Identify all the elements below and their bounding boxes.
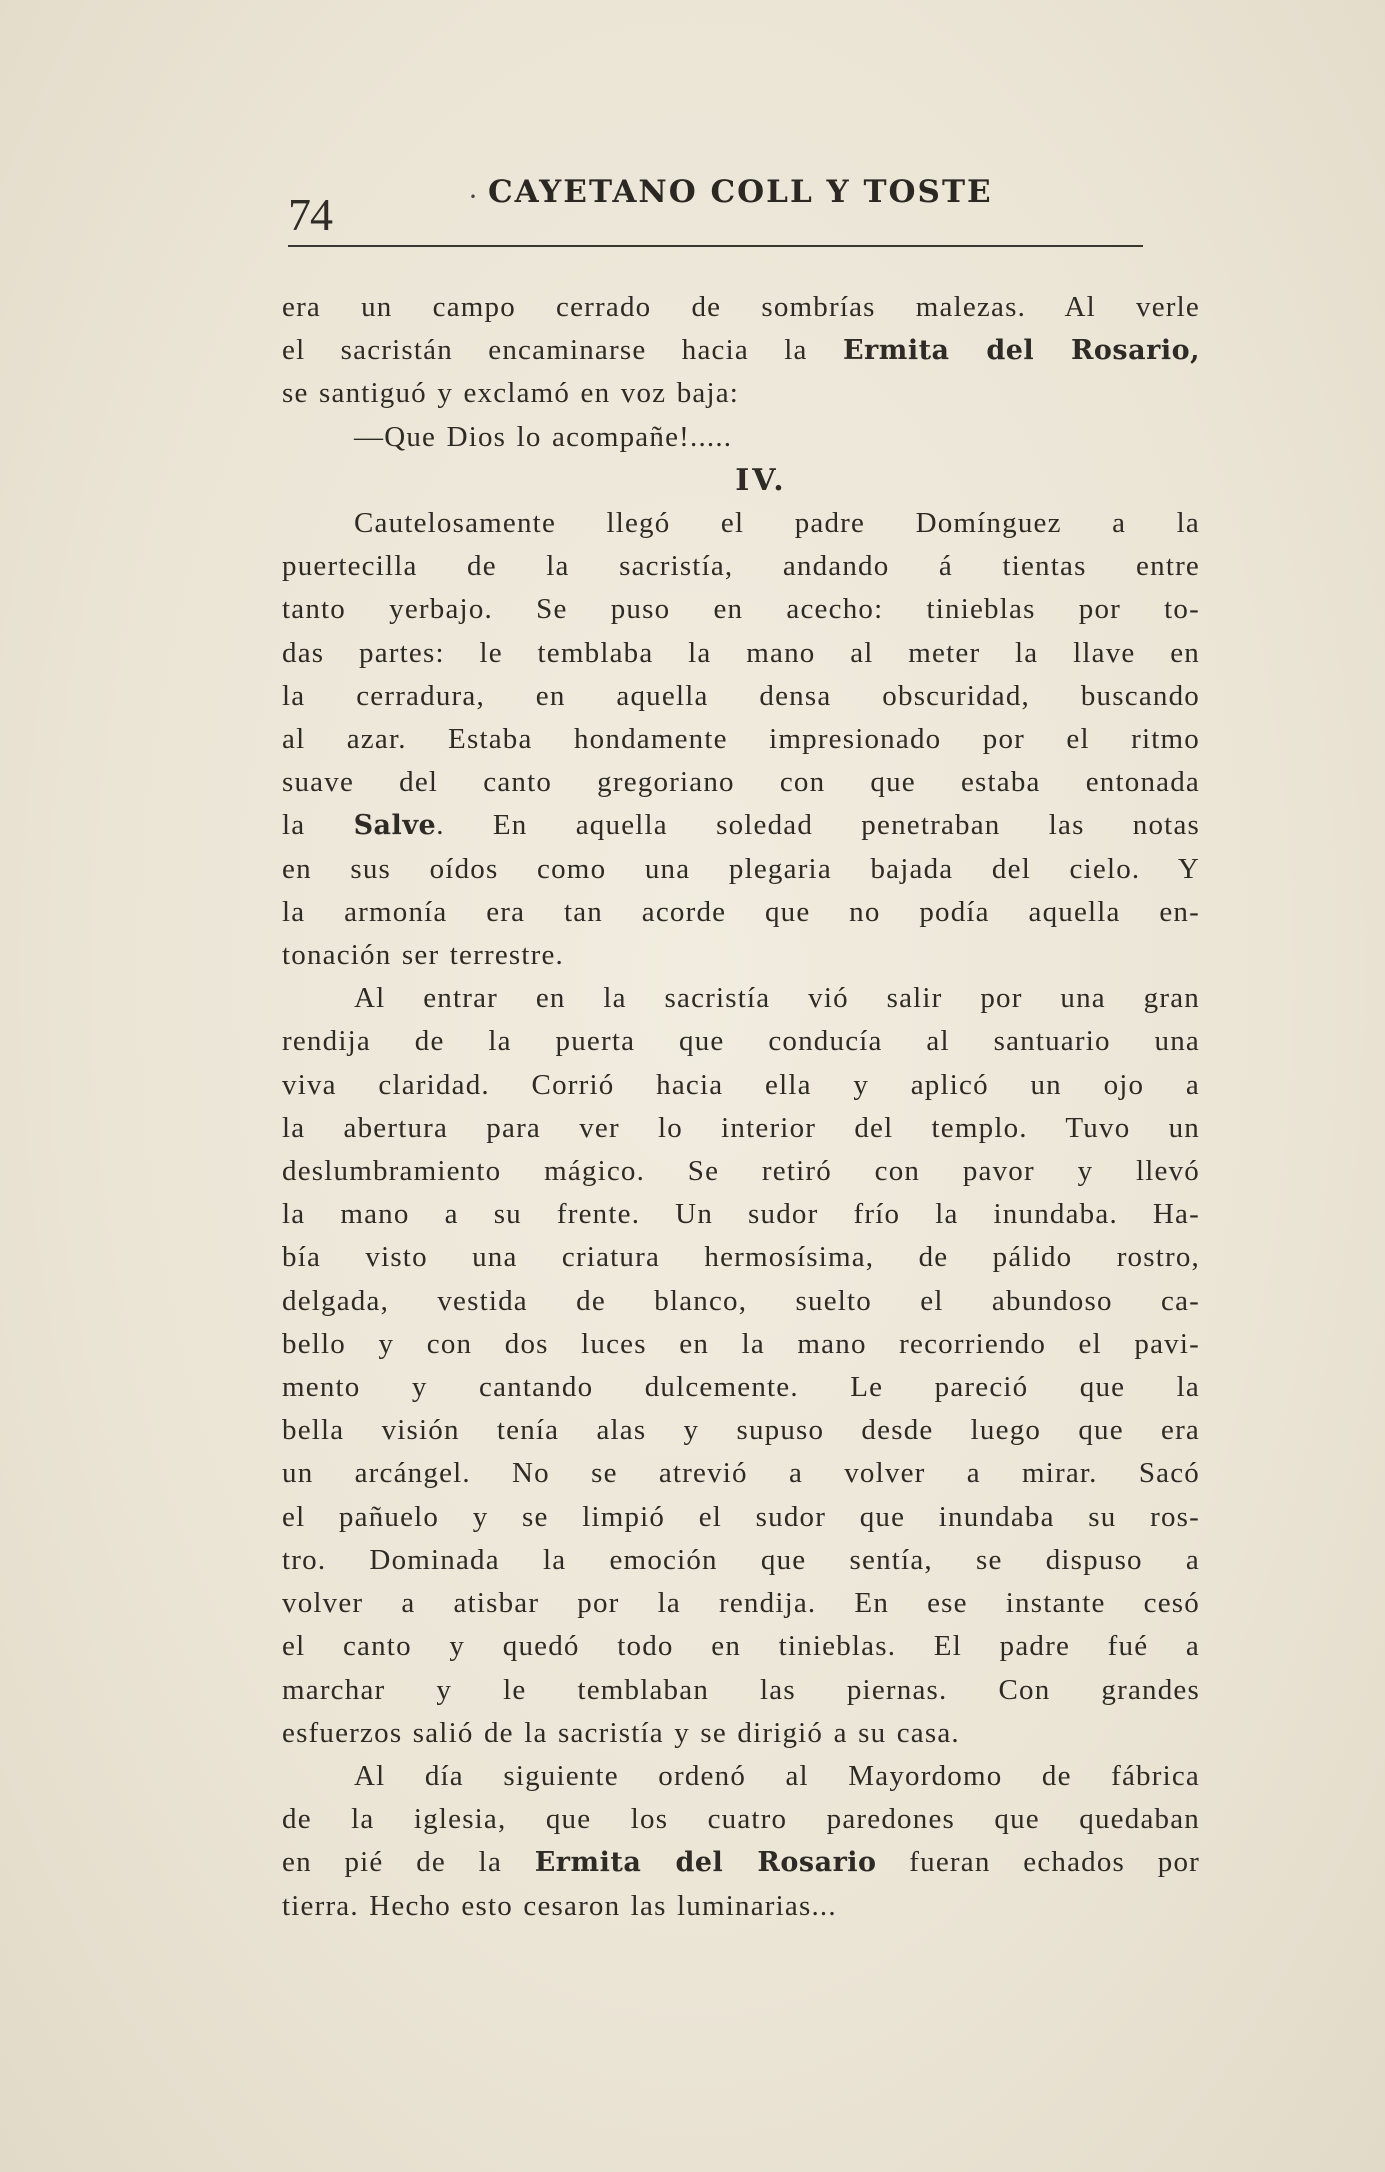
body-text: [282, 286, 1200, 1928]
page-number: 74: [288, 189, 332, 240]
section-heading: IV.: [735, 462, 787, 498]
text-line: marchar y le temblaban las piernas. Con grandes: [282, 1673, 1200, 1706]
text-line: en sus oídos como una plegaria bajada del cielo. Y: [282, 852, 1200, 885]
text-line: suave del canto gregoriano con que estaba entonada: [282, 766, 1200, 799]
text-line: la Salve. En aquella soledad penetraban las notas: [282, 809, 1200, 842]
text-line: tierra. Hecho esto cesaron las luminarias...: [282, 1889, 837, 1922]
text-line: mento y cantando dulcemente. Le pareció que la: [282, 1371, 1200, 1404]
dialogue-line: —Que Dios lo acompañe!.....: [354, 420, 733, 453]
emphasized-text: Ermita del Rosario,: [842, 335, 1200, 367]
text-line: un arcángel. No se atrevió a volver a mirar. Sacó: [282, 1457, 1200, 1490]
text-line: tro. Dominada la emoción que sentía, se dispuso a: [282, 1543, 1200, 1576]
text-line: el canto y quedó todo en tinieblas. El padre fué a: [282, 1630, 1200, 1663]
paragraph-first-line: Al día siguiente ordenó al Mayordomo de fábrica: [354, 1759, 1200, 1792]
text-line: volver a atisbar por la rendija. En ese instante cesó: [282, 1587, 1200, 1620]
text-line: tonación ser terrestre.: [282, 939, 565, 972]
emphasized-text: Ermita del Rosario: [534, 1847, 877, 1879]
text-line: se santiguó y exclamó en voz baja:: [282, 377, 740, 410]
running-title: CAYETANO COLL Y TOSTE: [488, 174, 993, 210]
text-line: era un campo cerrado de sombrías malezas. Al verle: [282, 291, 1200, 323]
text-line: la cerradura, en aquella densa obscuridad, buscando: [282, 679, 1200, 712]
text-line: puertecilla de la sacristía, andando á tientas entre: [282, 550, 1200, 583]
text-line: el pañuelo y se limpió el sudor que inundaba su ros-: [282, 1500, 1200, 1533]
running-head: [288, 160, 1143, 247]
text-line: de la iglesia, que los cuatro paredones que quedaban: [282, 1803, 1200, 1836]
text-line: das partes: le temblaba la mano al meter la llave en: [282, 636, 1200, 669]
emphasized-text: Salve: [353, 810, 437, 842]
header-separator: ·: [468, 180, 478, 213]
text-line: tanto yerbajo. Se puso en acecho: tinieblas por to-: [282, 593, 1200, 626]
text-line: viva claridad. Corrió hacia ella y aplicó un ojo a: [282, 1068, 1200, 1101]
text-line: delgada, vestida de blanco, suelto el abundoso ca-: [282, 1284, 1200, 1317]
paragraph-first-line: Cautelosamente llegó el padre Domínguez a la: [354, 507, 1200, 540]
text-line: la mano a su frente. Un sudor frío la inundaba. Ha-: [282, 1198, 1200, 1231]
text-line: esfuerzos salió de la sacristía y se dirigió a su casa.: [282, 1716, 960, 1749]
text-line: el sacristán encaminarse hacia la Ermita del Rosario,: [282, 334, 1200, 367]
text-line: al azar. Estaba hondamente impresionado por el ritmo: [282, 723, 1200, 756]
text-line: bello y con dos luces en la mano recorriendo el pavi-: [282, 1327, 1200, 1360]
paragraph-first-line: Al entrar en la sacristía vió salir por una gran: [354, 982, 1200, 1015]
text-line: la armonía era tan acorde que no podía aquella en-: [282, 895, 1200, 928]
text-line: rendija de la puerta que conducía al santuario una: [282, 1025, 1200, 1058]
text-line: deslumbramiento mágico. Se retiró con pavor y llevó: [282, 1155, 1200, 1188]
text-line: bella visión tenía alas y supuso desde luego que era: [282, 1414, 1200, 1447]
text-line: la abertura para ver lo interior del templo. Tuvo un: [282, 1111, 1200, 1144]
text-line: bía visto una criatura hermosísima, de pálido rostro,: [282, 1241, 1200, 1274]
text-line: en pié de la Ermita del Rosario fueran echados por: [282, 1846, 1201, 1879]
